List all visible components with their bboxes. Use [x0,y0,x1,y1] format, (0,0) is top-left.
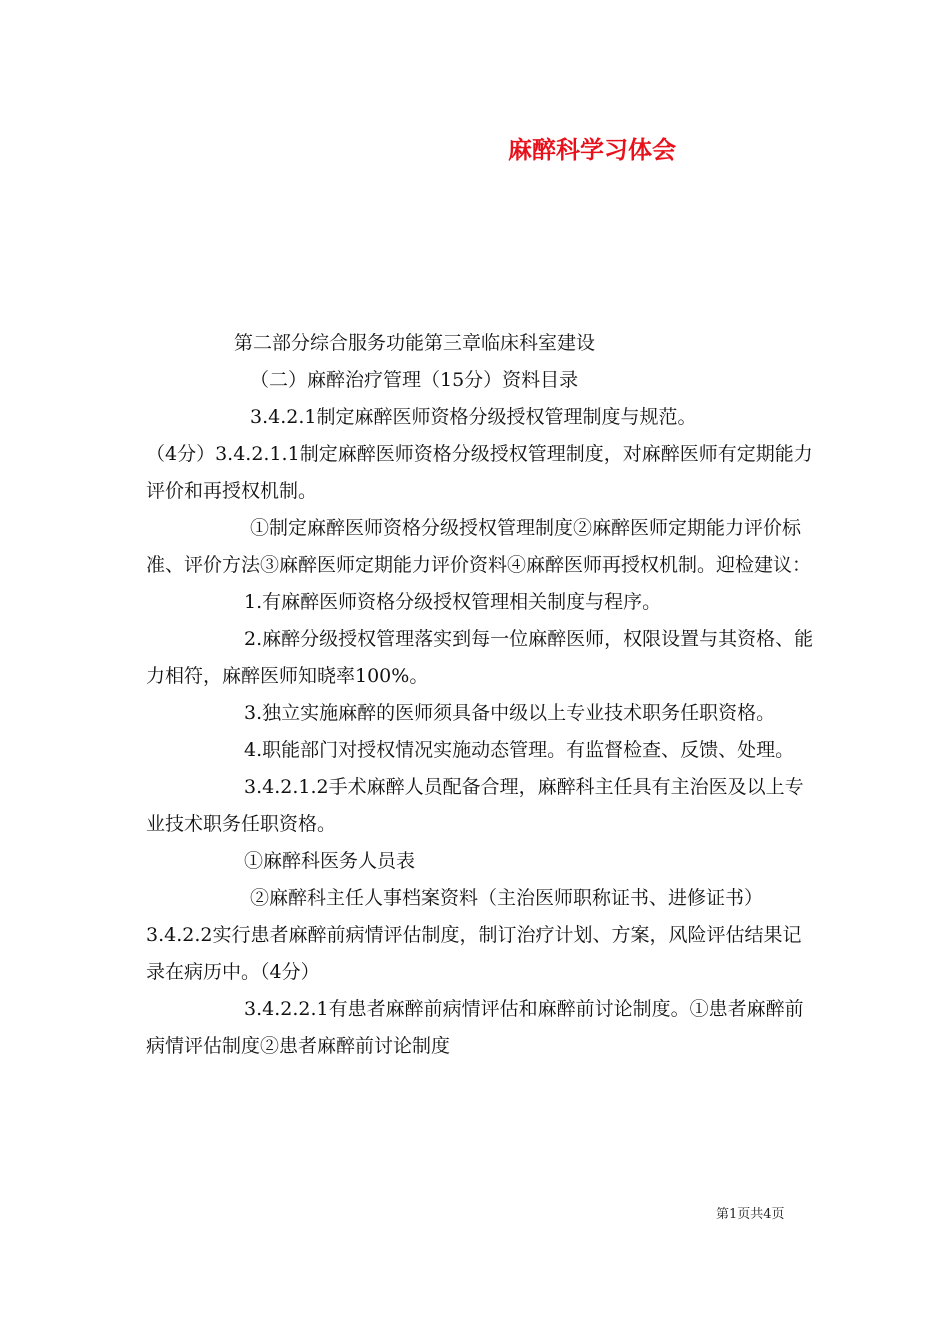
paragraph-director-records: ②麻醉科主任人事档案资料（主治医师职称证书、进修证书）3.4.2.2实行患者麻醉前病情评估制度，制订治疗计划、方案，风险评估结果记录在病历中。（4分） [146,887,802,983]
paragraph-item-list-1: ①制定麻醉医师资格分级授权管理制度②麻醉医师定期能力评价标准、评价方法③麻醉医师定期能力评价资料④麻醉医师再授权机制。迎检建议： [146,517,812,576]
paragraph-suggestion-4: 4.职能部门对授权情况实施动态管理。有监督检查、反馈、处理。 [244,739,795,761]
paragraph-item-3421: 3.4.2.1制定麻醉医师资格分级授权管理制度与规范。 [250,406,697,428]
paragraph-subsection-heading: （二）麻醉治疗管理（15分）资料目录 [250,369,579,391]
paragraph-suggestion-1: 1.有麻醉医师资格分级授权管理相关制度与程序。 [244,591,662,613]
paragraph-suggestion-2: 2.麻醉分级授权管理落实到每一位麻醉医师，权限设置与其资格、能力相符，麻醉医师知晓率100%。 [146,628,814,687]
document-body [146,325,818,1065]
document-title: 麻醉科学习体会 [508,135,676,164]
paragraph-section-heading: 第二部分综合服务功能第三章临床科室建设 [234,332,596,354]
page-footer: 第1页共4页 [716,1207,785,1222]
paragraph-item-34221: 3.4.2.2.1有患者麻醉前病情评估和麻醉前讨论制度。①患者麻醉前病情评估制度②患者麻醉前讨论制度 [146,998,804,1057]
paragraph-staff-table: ①麻醉科医务人员表 [244,850,416,872]
paragraph-item-34211: （4分）3.4.2.1.1制定麻醉医师资格分级授权管理制度，对麻醉医师有定期能力评价和再授权机制。 [146,443,813,502]
paragraph-item-34212: 3.4.2.1.2手术麻醉人员配备合理，麻醉科主任具有主治医及以上专业技术职务任职资格。 [146,776,804,835]
paragraph-suggestion-3: 3.独立实施麻醉的医师须具备中级以上专业技术职务任职资格。 [244,702,776,724]
